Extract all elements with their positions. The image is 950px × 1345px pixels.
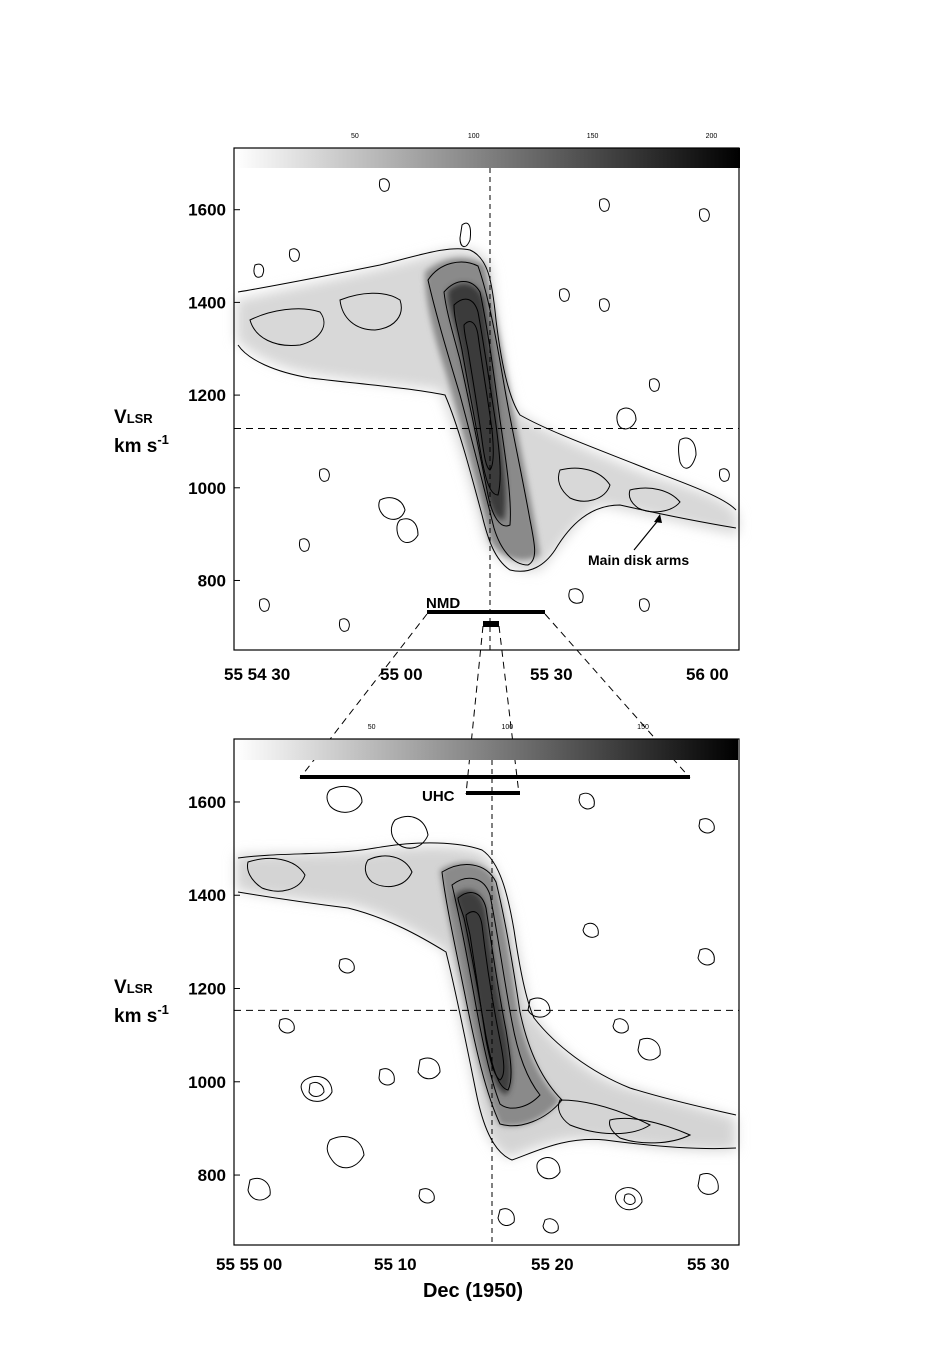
svg-text:VLSR: [114, 977, 153, 998]
bottom-y-axis: [188, 793, 240, 1185]
bottom-y-tick-label: 800: [197, 1166, 226, 1186]
top-y-axis: [188, 201, 240, 591]
bottom-emission-map: [236, 846, 736, 1158]
top-y-tick-label: 1400: [188, 293, 226, 313]
top-x-tick-label: 55 54 30: [224, 665, 291, 684]
top-x-tick-label: 56 00: [686, 665, 729, 684]
top-panel: [114, 133, 740, 684]
y-title-exp: -1: [157, 432, 169, 447]
svg-text:km s-1: [114, 1002, 169, 1027]
y-title-v: V: [114, 407, 127, 428]
bottom-y-tick-label: 1200: [188, 979, 226, 999]
top-y-axis-title: [114, 407, 169, 457]
top-colorbar-tick-label: 150: [586, 133, 599, 140]
bottom-colorbar: [236, 739, 738, 760]
bottom-x-tick-label: 55 10: [374, 1255, 417, 1274]
bottom-x-tick-label: 55 30: [687, 1255, 730, 1274]
bottom-colorbar-tick-label: 150: [637, 724, 649, 731]
y-title-sub: LSR: [126, 981, 153, 996]
main-disk-arms-arrow: [634, 518, 660, 550]
zoom-connector-lines: [300, 614, 690, 794]
bottom-x-tick-label: 55 20: [531, 1255, 574, 1274]
bottom-y-tick-label: 1400: [188, 886, 226, 906]
top-y-tick-label: 1200: [188, 386, 226, 406]
x-axis-title: Dec (1950): [422, 1280, 524, 1302]
bottom-y-tick-label: 1600: [188, 792, 226, 812]
top-colorbar-tick-label: 200: [705, 133, 718, 140]
bottom-colorbar-tick-label: 50: [367, 724, 376, 731]
y-title-exp: -1: [157, 1002, 169, 1017]
bottom-panel: [114, 724, 739, 1302]
main-disk-arms-label: Main disk arms: [588, 552, 690, 568]
top-x-tick-label: 55 30: [530, 665, 573, 684]
top-x-tick-label: 55 00: [380, 665, 423, 684]
bottom-y-tick-label: 1000: [188, 1072, 226, 1092]
bottom-y-axis-title: [114, 977, 169, 1027]
uhc-label: UHC: [422, 788, 455, 805]
top-y-tick-label: 1600: [188, 200, 226, 220]
y-title-sub: LSR: [126, 411, 153, 426]
y-title-units: km s: [114, 436, 158, 457]
nmd-label: NMD: [426, 595, 461, 612]
bottom-colorbar-tick-label: 100: [501, 724, 514, 731]
top-colorbar-tick-label: 50: [350, 133, 359, 140]
bottom-colorbar-ticks: [368, 724, 649, 731]
svg-text:km s-1: [114, 432, 169, 457]
top-colorbar: [236, 148, 740, 168]
top-y-tick-label: 800: [197, 571, 226, 591]
top-colorbar-tick-label: 100: [467, 133, 480, 140]
y-title-v: V: [114, 977, 127, 998]
svg-text:VLSR: [114, 407, 153, 428]
top-y-tick-label: 1000: [188, 478, 226, 498]
y-title-units: km s: [114, 1006, 158, 1027]
bottom-x-tick-label: 55 55 00: [216, 1255, 283, 1274]
top-colorbar-ticks: [351, 133, 717, 140]
